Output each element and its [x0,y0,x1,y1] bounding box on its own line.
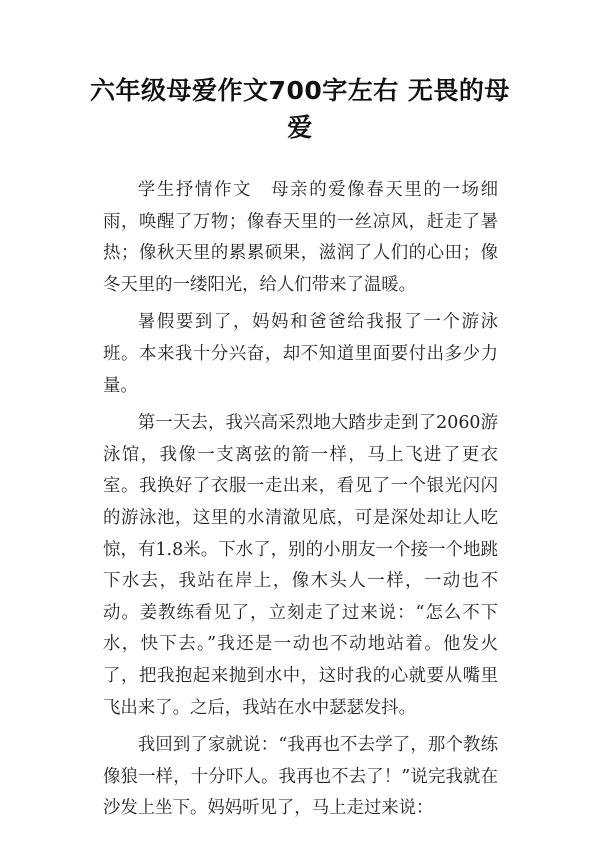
document-title: 六年级母爱作文700字左右 无畏的母爱 [90,76,510,142]
paragraph: 我回到了家就说：“我再也不去学了，那个教练像狼一样，十分吓人。我再也不去了！”说完我就在沙发上坐下。妈妈听见了，马上走过来说： [103,735,498,819]
paragraph: 学生抒情作文 母亲的爱像春天里的一场细雨，唤醒了万物；像春天里的一丝凉风，赶走了暑热；像秋天里的累累硕果，滋润了人们的心田；像冬天里的一缕阳光，给人们带来了温暖。 [103,180,498,295]
document-body [103,175,498,831]
paragraph: 暑假要到了，妈妈和爸爸给我报了一个游泳班。本来我十分兴奋，却不知道里面要付出多少力量。 [103,312,498,396]
paragraph: 第一天去，我兴高采烈地大踏步走到了2060游泳馆，我像一支离弦的箭一样，马上飞进了更衣室。我换好了衣服一走出来，看见了一个银光闪闪的游泳池，这里的水清澈见底，可是深处却让人吃惊，有1.8米。下水了，别的小朋友一个接一个地跳下水去，我站在岸上，像木头人一样，一动也不动。姜教练看见了，立刻走了过来说：“怎么不下水，快下去。”我还是一动也不动地站着。他发火了，把我抱起来抛到水中，这时我的心就要从嘴里飞出来了。之后，我站在水中瑟瑟发抖。 [103,413,498,718]
